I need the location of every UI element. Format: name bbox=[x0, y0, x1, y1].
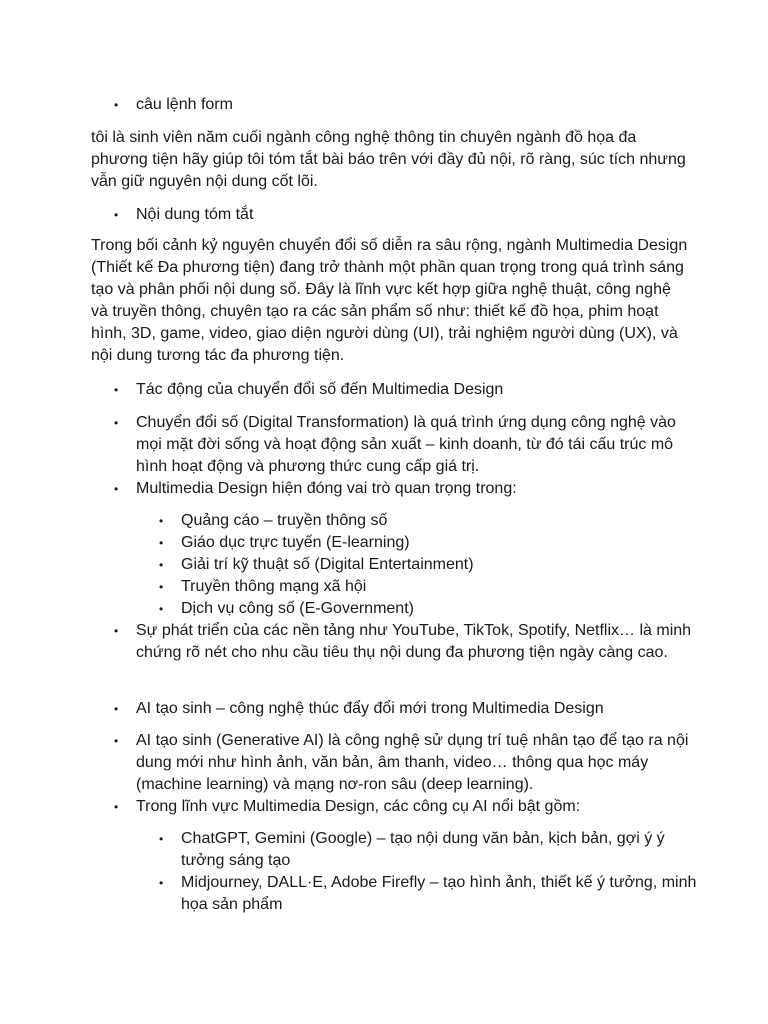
list-item-role-2 bbox=[159, 532, 701, 554]
list-item-role-5 bbox=[159, 598, 701, 620]
role-text: Dịch vụ công số (E-Government) bbox=[181, 600, 414, 617]
bullet-dot: • bbox=[114, 800, 119, 814]
list-item-ai-2 bbox=[114, 796, 696, 818]
heading-ai: AI tạo sinh – công nghệ thúc đẩy đổi mới trong Multimedia Design bbox=[136, 700, 604, 717]
bullet-dot: • bbox=[114, 383, 119, 397]
role-text: Quảng cáo – truyền thông số bbox=[181, 512, 388, 529]
heading-summary: Nội dung tóm tắt bbox=[136, 206, 254, 223]
bullet-dot: • bbox=[159, 514, 164, 528]
intro-paragraph: Trong bối cảnh kỷ nguyên chuyển đổi số diễn ra sâu rộng, ngành Multimedia Design (Thiết kế Đa phương tiện) đang trở thành một phần quan trọng trong quá trình sáng tạo và phân phối nội dung số. Đây là lĩnh vực kết hợp giữa nghệ thuật, công nghệ và truyền thông, chuyên tạo ra các sản phẩm số như: thiết kế đồ họa, phim hoạt hình, 3D, game, video, giao diện người dùng (UI), trải nghiệm người dùng (UX), và nội dung tương tác đa phương tiện. bbox=[91, 237, 688, 364]
bullet-heading-summary bbox=[114, 204, 696, 226]
bullet-heading-impact bbox=[114, 379, 696, 401]
list-item-impact-1 bbox=[114, 412, 696, 478]
bullet-dot: • bbox=[159, 536, 164, 550]
role-text: Truyền thông mạng xã hội bbox=[181, 578, 367, 595]
platform-item-text: Sự phát triển của các nền tảng như YouTube, TikTok, Spotify, Netflix… là minh chứng rõ nét cho nhu cầu tiêu thụ nội dung đa phương tiện ngày càng cao. bbox=[136, 622, 692, 661]
list-item-role-3 bbox=[159, 554, 701, 576]
bullet-dot: • bbox=[114, 482, 119, 496]
ai-item-text: Trong lĩnh vực Multimedia Design, các công cụ AI nổi bật gồm: bbox=[136, 798, 581, 815]
bullet-dot: • bbox=[159, 580, 164, 594]
bullet-dot: • bbox=[159, 558, 164, 572]
bullet-dot: • bbox=[114, 734, 119, 748]
role-text: Giải trí kỹ thuật số (Digital Entertainment) bbox=[181, 556, 474, 573]
impact-item-text: Multimedia Design hiện đóng vai trò quan trọng trong: bbox=[136, 480, 517, 497]
bullet-heading-prompt bbox=[114, 94, 696, 116]
list-item-ai-tool-1 bbox=[159, 828, 701, 872]
ai-tool-text: Midjourney, DALL·E, Adobe Firefly – tạo hình ảnh, thiết kế ý tưởng, minh họa sản phẩm bbox=[181, 874, 697, 913]
list-item-role-4 bbox=[159, 576, 701, 598]
bullet-dot: • bbox=[114, 624, 119, 638]
heading-impact: Tác động của chuyển đổi số đến Multimedia Design bbox=[136, 381, 504, 398]
bullet-dot: • bbox=[159, 602, 164, 616]
bullet-dot: • bbox=[114, 702, 119, 716]
ai-item-text: AI tạo sinh (Generative AI) là công nghệ sử dụng trí tuệ nhân tạo để tạo ra nội dung mới như hình ảnh, văn bản, âm thanh, video… thông qua học máy (machine learning) và mạng nơ-ron sâu (deep learning). bbox=[136, 732, 689, 793]
list-item-ai-1 bbox=[114, 730, 696, 796]
list-item-role-1 bbox=[159, 510, 701, 532]
list-item-ai-tool-2 bbox=[159, 872, 701, 916]
list-item-impact-2 bbox=[114, 478, 696, 500]
role-text: Giáo dục trực tuyến (E-learning) bbox=[181, 534, 410, 551]
bullet-dot: • bbox=[159, 832, 164, 846]
list-item-platforms bbox=[114, 620, 696, 664]
bullet-dot: • bbox=[114, 208, 119, 222]
impact-item-text: Chuyển đổi số (Digital Transformation) là quá trình ứng dụng công nghệ vào mọi mặt đời sống và hoạt động sản xuất – kinh doanh, từ đó tái cấu trúc mô hình hoạt động và phương thức cung cấp giá trị. bbox=[136, 414, 676, 475]
heading-prompt: câu lệnh form bbox=[136, 96, 233, 113]
bullet-dot: • bbox=[114, 416, 119, 430]
bullet-dot: • bbox=[114, 98, 119, 112]
ai-tool-text: ChatGPT, Gemini (Google) – tạo nội dung văn bản, kịch bản, gợi ý ý tưởng sáng tạo bbox=[181, 830, 665, 869]
bullet-dot: • bbox=[159, 876, 164, 890]
bullet-heading-ai bbox=[114, 698, 696, 720]
prompt-paragraph: tôi là sinh viên năm cuối ngành công nghệ thông tin chuyên ngành đồ họa đa phương tiện hãy giúp tôi tóm tắt bài báo trên với đầy đủ nội, rõ ràng, súc tích nhưng vẫn giữ nguyên nội dung cốt lõi. bbox=[91, 129, 686, 190]
